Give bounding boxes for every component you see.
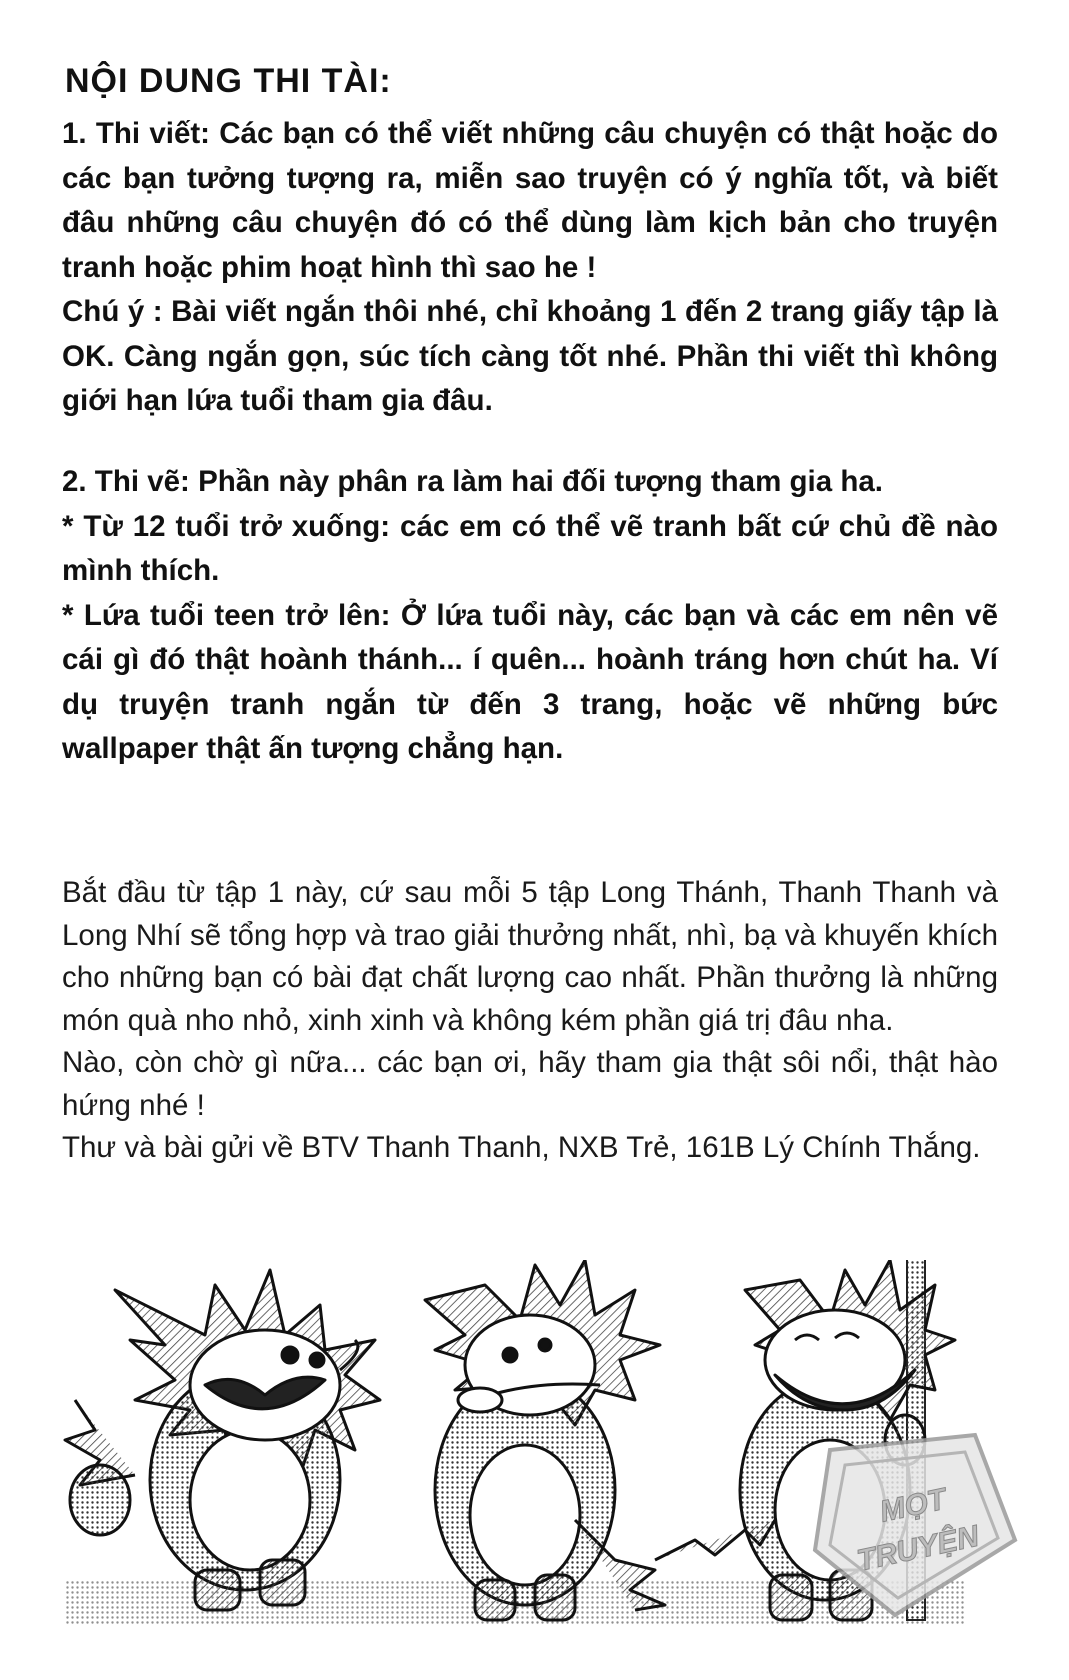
prize-info-section	[62, 872, 998, 1170]
dragon-middle	[425, 1260, 665, 1620]
drawing-under-12-text: * Từ 12 tuổi trở xuống: các em có thể vẽ tranh bất cứ chủ đề nào mình thích.	[62, 509, 998, 587]
call-to-action-text: Nào, còn chờ gì nữa... các bạn ơi, hãy tham gia thật sôi nổi, thật hào hứng nhé !	[62, 1046, 998, 1122]
writing-note-text: Chú ý : Bài viết ngắn thôi nhé, chỉ khoảng 1 đến 2 trang giấy tập là OK. Càng ngắn gọn, súc tích càng tốt nhé. Phần thi viết thì không giới hạn lứa tuổi tham gia đâu.	[62, 295, 998, 417]
prize-info-text: Bắt đầu từ tập 1 này, cứ sau mỗi 5 tập Long Thánh, Thanh Thanh và Long Nhí sẽ tổng hợp và trao giải thưởng nhất, nhì, bạ và khuyến khích cho những bạn có bài đạt chất lượng cao nhất. Phần thưởng là những món quà nho nhỏ, xinh xinh và không kém phần giá trị đâu nha.	[62, 876, 998, 1037]
drawing-contest-text: 2. Thi vẽ: Phần này phân ra làm hai đối tượng tham gia ha.	[62, 465, 883, 498]
svg-text:MỌT: MỌT	[876, 1482, 950, 1529]
contest-heading: NỘI DUNG THI TÀI:	[65, 62, 392, 100]
writing-contest-text: 1. Thi viết: Các bạn có thể viết những câu chuyện có thật hoặc do các bạn tưởng tượng ra, miễn sao truyện có ý nghĩa tốt, và biết đâu những câu chuyện đó có thể dùng làm kịch bản cho truyện tranh hoặc phim hoạt hình thì sao he !	[62, 117, 998, 284]
watermark-logo	[800, 1430, 1030, 1620]
drawing-contest-section	[62, 460, 998, 772]
writing-contest-section	[62, 112, 998, 424]
svg-text:TRUYỆN: TRUYỆN	[854, 1519, 982, 1578]
mailing-address-text: Thư và bài gửi về BTV Thanh Thanh, NXB Trẻ, 161B Lý Chính Thắng.	[62, 1131, 981, 1164]
dragon-left	[65, 1270, 380, 1610]
drawing-teen-text: * Lứa tuổi teen trở lên: Ở lứa tuổi này, các bạn và các em nên vẽ cái gì đó thật hoành thánh... í quên... hoành tráng hơn chút ha. Ví dụ truyện tranh ngắn từ đến 3 trang, hoặc vẽ những bức wallpaper thật ấn tượng chẳng hạn.	[62, 598, 998, 765]
